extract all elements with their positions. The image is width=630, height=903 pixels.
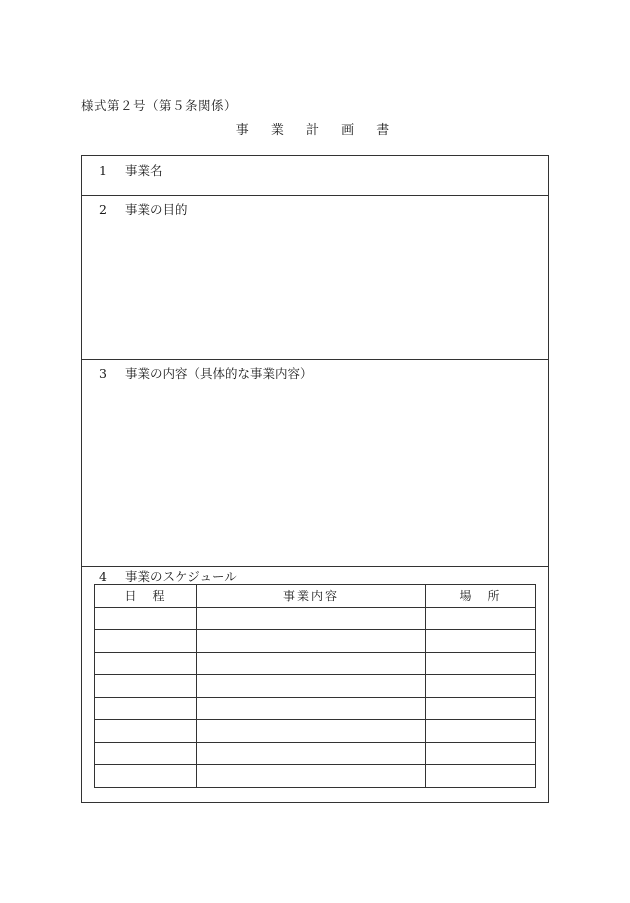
schedule-row: [95, 607, 536, 630]
schedule-date-cell[interactable]: [95, 742, 197, 765]
schedule-place-cell[interactable]: [426, 742, 536, 765]
section-title: 事業名: [125, 163, 163, 178]
section-number: 3: [99, 366, 107, 381]
schedule-place-cell[interactable]: [426, 652, 536, 675]
schedule-header-row: [95, 585, 536, 608]
section-title: 事業のスケジュール: [125, 569, 237, 584]
schedule-date-cell[interactable]: [95, 765, 197, 788]
column-header-place: 場 所: [426, 585, 536, 608]
schedule-content-cell[interactable]: [197, 742, 426, 765]
section-project-content[interactable]: [82, 359, 548, 567]
section-number: 4: [99, 569, 107, 584]
section-label: [99, 364, 313, 382]
section-number: 1: [99, 163, 107, 178]
schedule-place-cell[interactable]: [426, 765, 536, 788]
schedule-place-cell[interactable]: [426, 697, 536, 720]
section-title: 事業の目的: [125, 202, 188, 217]
section-label: [99, 161, 163, 179]
schedule-place-cell[interactable]: [426, 607, 536, 630]
schedule-content-cell[interactable]: [197, 652, 426, 675]
schedule-row: [95, 697, 536, 720]
section-label: [99, 567, 237, 585]
column-header-date: 日 程: [95, 585, 197, 608]
section-project-purpose[interactable]: [82, 195, 548, 360]
form-number: 様式第２号（第５条関係）: [81, 98, 238, 113]
schedule-date-cell[interactable]: [95, 675, 197, 698]
schedule-row: [95, 720, 536, 743]
schedule-content-cell[interactable]: [197, 607, 426, 630]
section-number: 2: [99, 202, 107, 217]
schedule-date-cell[interactable]: [95, 697, 197, 720]
section-title: 事業の内容（具体的な事業内容）: [125, 366, 313, 381]
document-title: 事 業 計 画 書: [235, 123, 399, 138]
schedule-content-cell[interactable]: [197, 697, 426, 720]
schedule-content-cell[interactable]: [197, 720, 426, 743]
schedule-date-cell[interactable]: [95, 720, 197, 743]
schedule-date-cell[interactable]: [95, 607, 197, 630]
schedule-row: [95, 675, 536, 698]
schedule-date-cell[interactable]: [95, 630, 197, 653]
schedule-content-cell[interactable]: [197, 765, 426, 788]
section-project-schedule: [82, 566, 548, 803]
schedule-row: [95, 742, 536, 765]
schedule-date-cell[interactable]: [95, 652, 197, 675]
schedule-content-cell[interactable]: [197, 675, 426, 698]
section-label: [99, 200, 188, 218]
schedule-table: [94, 584, 536, 788]
schedule-place-cell[interactable]: [426, 630, 536, 653]
column-header-content: 事業内容: [197, 585, 426, 608]
schedule-row: [95, 630, 536, 653]
section-project-name[interactable]: [82, 156, 548, 196]
schedule-row: [95, 652, 536, 675]
schedule-place-cell[interactable]: [426, 675, 536, 698]
schedule-content-cell[interactable]: [197, 630, 426, 653]
schedule-place-cell[interactable]: [426, 720, 536, 743]
schedule-row: [95, 765, 536, 788]
plan-form: [81, 155, 549, 803]
